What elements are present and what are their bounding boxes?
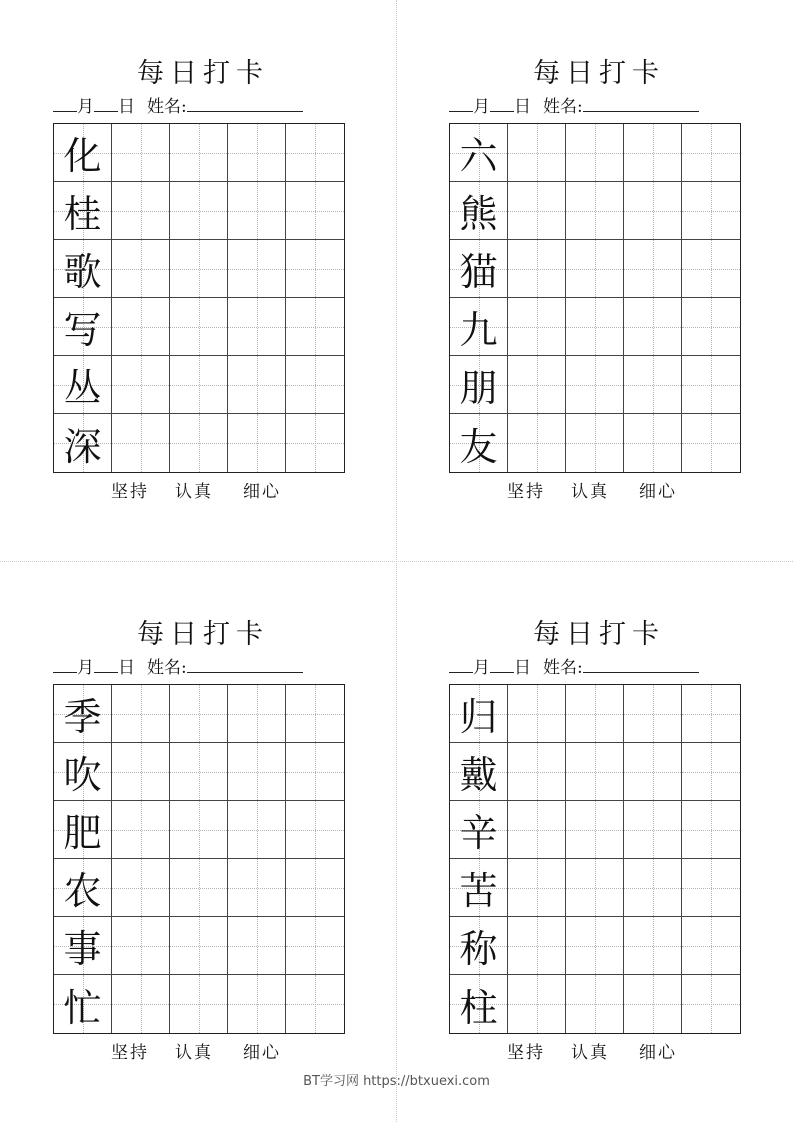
footer-watermark: BT学习网 https://btxuexi.com [303, 1074, 490, 1089]
card-title: 每日打卡 [137, 619, 269, 650]
practice-cell[interactable] [624, 685, 682, 743]
model-character: 写 [63, 308, 102, 352]
model-character-cell [450, 356, 508, 414]
practice-cell[interactable] [228, 975, 286, 1033]
practice-cell[interactable] [624, 240, 682, 298]
writing-grid [53, 123, 345, 473]
model-character-cell [54, 685, 112, 743]
writing-grid [449, 684, 741, 1034]
practice-cell[interactable] [170, 917, 228, 975]
practice-cell[interactable] [624, 356, 682, 414]
practice-cell[interactable] [286, 685, 344, 743]
model-character: 归 [459, 695, 498, 739]
day-label: 日 [514, 658, 531, 678]
writing-grid [449, 123, 741, 473]
practice-cell[interactable] [228, 414, 286, 472]
practice-cell[interactable] [286, 743, 344, 801]
practice-cell[interactable] [112, 356, 170, 414]
day-blank[interactable] [94, 95, 118, 112]
practice-cell[interactable] [112, 917, 170, 975]
practice-cell[interactable] [682, 414, 740, 472]
practice-cell[interactable] [112, 975, 170, 1033]
model-character-cell [54, 298, 112, 356]
card-title: 每日打卡 [533, 58, 665, 89]
name-blank[interactable] [583, 656, 699, 673]
date-name-line [53, 95, 353, 119]
practice-cell[interactable] [566, 975, 624, 1033]
month-label: 月 [473, 658, 490, 678]
model-character-cell [450, 124, 508, 182]
practice-card [53, 57, 353, 502]
model-character: 苦 [459, 869, 498, 913]
model-character: 吹 [63, 753, 102, 797]
date-name-line [449, 95, 749, 119]
practice-cell[interactable] [682, 859, 740, 917]
motto-persist: 坚持 [507, 1043, 545, 1063]
model-character-cell [54, 859, 112, 917]
motto-serious: 认真 [571, 482, 609, 502]
practice-cell[interactable] [170, 414, 228, 472]
model-character-cell [450, 917, 508, 975]
practice-cell[interactable] [682, 685, 740, 743]
practice-cell[interactable] [566, 743, 624, 801]
model-character-cell [54, 356, 112, 414]
practice-cell[interactable] [286, 859, 344, 917]
practice-cell[interactable] [508, 685, 566, 743]
practice-cell[interactable] [170, 240, 228, 298]
practice-cell[interactable] [170, 298, 228, 356]
practice-cell[interactable] [112, 124, 170, 182]
practice-cell[interactable] [566, 124, 624, 182]
practice-cell[interactable] [566, 859, 624, 917]
model-character-cell [450, 859, 508, 917]
practice-cell[interactable] [508, 124, 566, 182]
practice-cell[interactable] [624, 414, 682, 472]
model-character: 桂 [63, 192, 102, 236]
practice-cell[interactable] [286, 182, 344, 240]
practice-cell[interactable] [682, 743, 740, 801]
model-character: 友 [459, 424, 498, 469]
name-blank[interactable] [187, 656, 303, 673]
practice-cell[interactable] [508, 975, 566, 1033]
practice-cell[interactable] [170, 859, 228, 917]
practice-card [53, 618, 353, 1063]
day-blank[interactable] [94, 656, 118, 673]
model-character-cell [54, 182, 112, 240]
name-label: 姓名: [543, 658, 583, 678]
practice-cell[interactable] [170, 975, 228, 1033]
writing-grid [53, 684, 345, 1034]
model-character-cell [450, 240, 508, 298]
day-blank[interactable] [490, 95, 514, 112]
practice-cell[interactable] [682, 801, 740, 859]
model-character-cell [450, 298, 508, 356]
model-character: 季 [63, 695, 102, 739]
practice-cell[interactable] [170, 685, 228, 743]
practice-cell[interactable] [508, 859, 566, 917]
practice-cell[interactable] [112, 414, 170, 472]
practice-cell[interactable] [566, 182, 624, 240]
practice-cell[interactable] [566, 356, 624, 414]
practice-cell[interactable] [566, 414, 624, 472]
card-title: 每日打卡 [533, 619, 665, 650]
practice-cell[interactable] [624, 859, 682, 917]
practice-cell[interactable] [170, 124, 228, 182]
practice-cell[interactable] [508, 182, 566, 240]
model-character-cell [54, 414, 112, 472]
practice-cell[interactable] [508, 298, 566, 356]
date-name-line [449, 656, 749, 680]
practice-cell[interactable] [624, 182, 682, 240]
model-character-cell [450, 182, 508, 240]
model-character-cell [54, 917, 112, 975]
practice-cell[interactable] [566, 685, 624, 743]
practice-cell[interactable] [228, 182, 286, 240]
name-label: 姓名: [543, 97, 583, 117]
model-character-cell [450, 801, 508, 859]
day-blank[interactable] [490, 656, 514, 673]
practice-cell[interactable] [112, 801, 170, 859]
practice-cell[interactable] [228, 124, 286, 182]
motto-serious: 认真 [571, 1043, 609, 1063]
practice-card [449, 57, 749, 502]
motto-careful: 细心 [639, 1043, 677, 1063]
model-character: 熊 [459, 192, 498, 236]
practice-cell[interactable] [286, 414, 344, 472]
practice-cell[interactable] [682, 298, 740, 356]
practice-cell[interactable] [112, 859, 170, 917]
practice-cell[interactable] [228, 240, 286, 298]
practice-cell[interactable] [682, 182, 740, 240]
model-character-cell [450, 414, 508, 472]
practice-cell[interactable] [624, 743, 682, 801]
model-character: 农 [63, 869, 102, 913]
model-character: 猫 [459, 250, 498, 294]
practice-cell[interactable] [508, 743, 566, 801]
month-blank[interactable] [53, 95, 77, 112]
practice-cell[interactable] [566, 240, 624, 298]
day-label: 日 [514, 97, 531, 117]
model-character: 朋 [459, 366, 498, 410]
practice-cell[interactable] [286, 124, 344, 182]
practice-cell[interactable] [682, 240, 740, 298]
name-blank[interactable] [583, 95, 699, 112]
practice-cell[interactable] [112, 298, 170, 356]
practice-cell[interactable] [286, 356, 344, 414]
practice-cell[interactable] [228, 298, 286, 356]
practice-cell[interactable] [286, 298, 344, 356]
motto-careful: 细心 [639, 482, 677, 502]
motto-serious: 认真 [175, 1043, 213, 1063]
name-blank[interactable] [187, 95, 303, 112]
model-character: 丛 [63, 366, 102, 410]
date-name-line [53, 656, 353, 680]
practice-cell[interactable] [170, 356, 228, 414]
practice-cell[interactable] [508, 917, 566, 975]
model-character-cell [54, 743, 112, 801]
model-character: 化 [63, 134, 102, 178]
practice-cell[interactable] [286, 917, 344, 975]
motto-careful: 细心 [243, 482, 281, 502]
practice-cell[interactable] [112, 182, 170, 240]
practice-cell[interactable] [682, 124, 740, 182]
practice-cell[interactable] [170, 743, 228, 801]
practice-cell[interactable] [508, 356, 566, 414]
practice-cell[interactable] [228, 801, 286, 859]
practice-cell[interactable] [566, 801, 624, 859]
practice-cell[interactable] [112, 743, 170, 801]
model-character: 歌 [63, 250, 102, 294]
month-blank[interactable] [449, 95, 473, 112]
practice-cell[interactable] [682, 917, 740, 975]
model-character: 六 [459, 134, 498, 178]
practice-cell[interactable] [624, 917, 682, 975]
model-character: 忙 [63, 985, 102, 1030]
name-label: 姓名: [147, 658, 187, 678]
model-character-cell [450, 743, 508, 801]
motto-persist: 坚持 [111, 1043, 149, 1063]
model-character: 深 [63, 424, 102, 469]
model-character: 称 [459, 927, 498, 971]
practice-cell[interactable] [170, 182, 228, 240]
model-character: 九 [459, 308, 498, 352]
day-label: 日 [118, 658, 135, 678]
page-horizontal-divider [0, 561, 793, 562]
month-label: 月 [77, 97, 94, 117]
motto-serious: 认真 [175, 482, 213, 502]
month-blank[interactable] [53, 656, 77, 673]
practice-cell[interactable] [228, 743, 286, 801]
day-label: 日 [118, 97, 135, 117]
model-character-cell [450, 685, 508, 743]
model-character-cell [54, 975, 112, 1033]
model-character-cell [54, 240, 112, 298]
month-label: 月 [473, 97, 490, 117]
model-character: 肥 [63, 811, 102, 855]
practice-cell[interactable] [286, 801, 344, 859]
practice-cell[interactable] [508, 414, 566, 472]
motto-careful: 细心 [243, 1043, 281, 1063]
model-character-cell [450, 975, 508, 1033]
model-character-cell [54, 801, 112, 859]
practice-cell[interactable] [566, 298, 624, 356]
practice-cell[interactable] [228, 917, 286, 975]
practice-cell[interactable] [682, 356, 740, 414]
month-label: 月 [77, 658, 94, 678]
practice-cell[interactable] [286, 240, 344, 298]
practice-cell[interactable] [228, 859, 286, 917]
practice-cell[interactable] [624, 298, 682, 356]
practice-cell[interactable] [286, 975, 344, 1033]
practice-cell[interactable] [624, 975, 682, 1033]
practice-cell[interactable] [624, 801, 682, 859]
practice-cell[interactable] [508, 240, 566, 298]
practice-cell[interactable] [624, 124, 682, 182]
model-character: 柱 [459, 985, 498, 1030]
name-label: 姓名: [147, 97, 187, 117]
model-character: 辛 [459, 811, 498, 855]
model-character: 事 [63, 927, 102, 971]
model-character-cell [54, 124, 112, 182]
motto-persist: 坚持 [507, 482, 545, 502]
practice-cell[interactable] [566, 917, 624, 975]
practice-cell[interactable] [228, 356, 286, 414]
model-character: 戴 [459, 753, 498, 797]
practice-card [449, 618, 749, 1063]
motto-persist: 坚持 [111, 482, 149, 502]
card-title: 每日打卡 [137, 58, 269, 89]
practice-cell[interactable] [682, 975, 740, 1033]
practice-cell[interactable] [112, 685, 170, 743]
practice-cell[interactable] [170, 801, 228, 859]
practice-cell[interactable] [508, 801, 566, 859]
month-blank[interactable] [449, 656, 473, 673]
practice-cell[interactable] [112, 240, 170, 298]
practice-cell[interactable] [228, 685, 286, 743]
